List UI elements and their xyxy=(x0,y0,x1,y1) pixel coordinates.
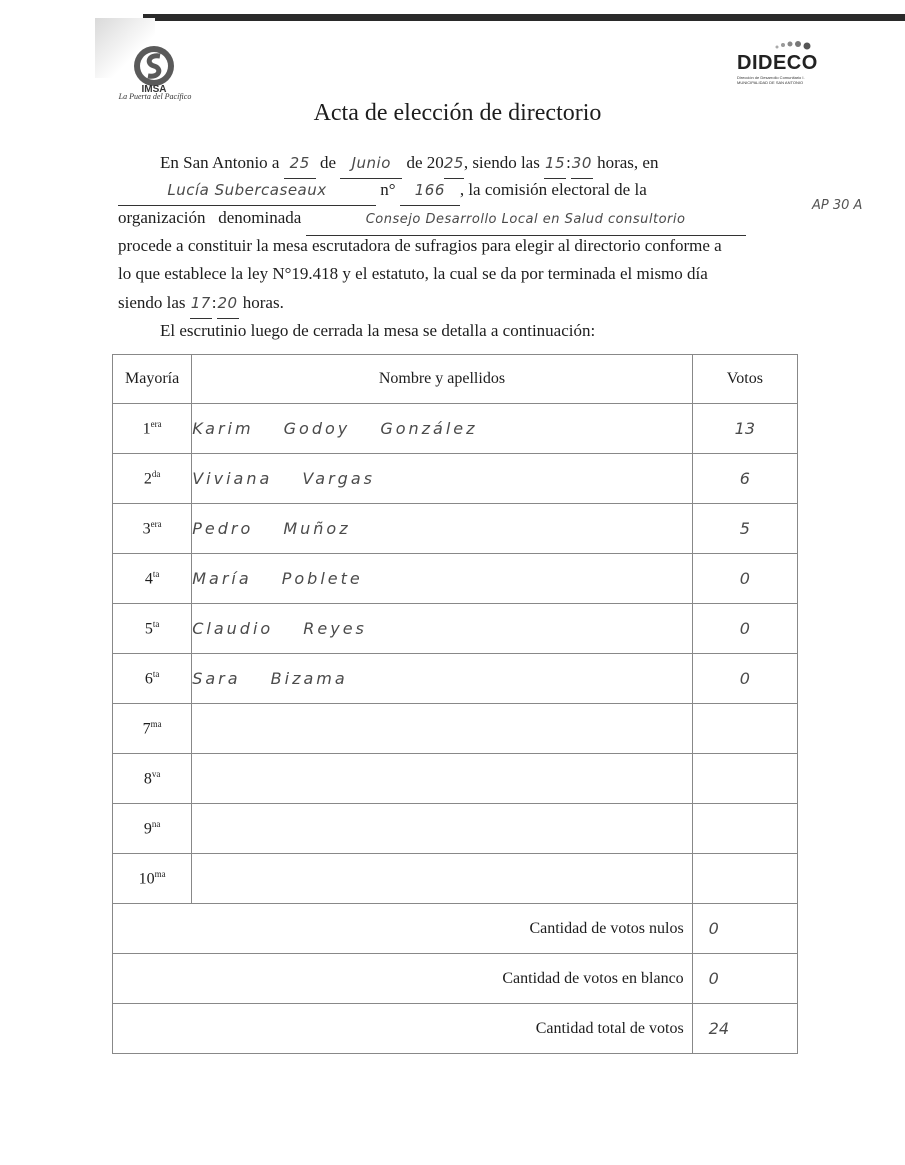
text-fragment: organización denominada xyxy=(118,208,302,227)
rank-cell: $8^{va}$ xyxy=(113,754,192,804)
imsa-logo-text: IMSA xyxy=(141,84,167,94)
organization-name-field: Consejo Desarrollo Local en Salud consultorio xyxy=(306,205,746,236)
candidate-name-cell: Sara Bizama xyxy=(192,654,692,704)
text-fragment: horas, en xyxy=(597,153,659,172)
table-header-row xyxy=(113,355,798,404)
total-votes-row xyxy=(113,1004,798,1054)
candidate-name-cell: Claudio Reyes xyxy=(192,604,692,654)
start-minute-field: 30 xyxy=(571,148,593,179)
table-row xyxy=(113,704,798,754)
votes-cell: 13 xyxy=(692,404,797,454)
blank-votes-row xyxy=(113,954,798,1004)
votes-cell xyxy=(692,854,797,904)
null-votes-label: Cantidad de votos nulos xyxy=(113,904,693,954)
text-fragment: de xyxy=(319,153,337,172)
votes-cell: 0 xyxy=(692,604,797,654)
month-field: Junio xyxy=(340,148,402,179)
blank-votes-value: 0 xyxy=(692,954,797,1004)
candidate-name-cell xyxy=(192,754,692,804)
year-field: 25 xyxy=(444,148,464,179)
text-fragment: , siendo las xyxy=(463,153,540,172)
total-votes-label: Cantidad total de votos xyxy=(113,1004,693,1054)
rank-cell: $9^{na}$ xyxy=(113,804,192,854)
paragraph-line-2 xyxy=(118,175,647,206)
header-rank: Mayoría xyxy=(113,355,192,404)
votes-cell: 0 xyxy=(692,554,797,604)
handwritten-margin-note: AP 30 A xyxy=(812,198,863,213)
table-row xyxy=(113,754,798,804)
street-field: Lucía Subercaseaux xyxy=(118,175,376,206)
candidate-name-cell: Viviana Vargas xyxy=(192,454,692,504)
paragraph-line-4: procede a constituir la mesa escrutadora de sufragios para elegir al directorio conforme a xyxy=(118,236,722,255)
blank-votes-label: Cantidad de votos en blanco xyxy=(113,954,693,1004)
document-title: Acta de elección de directorio xyxy=(313,100,602,126)
imsa-seal-icon xyxy=(112,42,196,94)
table-row xyxy=(113,804,798,854)
table-row xyxy=(113,554,798,604)
rank-cell: $2^{da}$ xyxy=(113,454,192,504)
votes-table xyxy=(112,354,798,1054)
rank-cell: $3^{era}$ xyxy=(113,504,192,554)
street-number-field: 166 xyxy=(400,175,460,206)
candidate-name-cell: Pedro Muñoz xyxy=(192,504,692,554)
rank-cell: $1^{era}$ xyxy=(113,404,192,454)
candidate-name-cell xyxy=(192,804,692,854)
paragraph-line-5: lo que establece la ley N°19.418 y el estatuto, la cual se da por terminada el mismo día xyxy=(118,264,708,283)
candidate-name-cell: Karim Godoy González xyxy=(192,404,692,454)
day-field: 25 xyxy=(284,148,316,179)
table-row xyxy=(113,604,798,654)
total-votes-value: 24 xyxy=(692,1004,797,1054)
text-fragment: de 20 xyxy=(406,153,444,172)
null-votes-row xyxy=(113,904,798,954)
candidate-name-cell: María Poblete xyxy=(192,554,692,604)
votes-cell xyxy=(692,804,797,854)
candidate-name-cell xyxy=(192,854,692,904)
end-minute-field: 20 xyxy=(217,288,239,319)
end-hour-field: 17 xyxy=(190,288,212,319)
null-votes-value: 0 xyxy=(692,904,797,954)
rank-cell: $6^{ta}$ xyxy=(113,654,192,704)
table-row xyxy=(113,854,798,904)
table-row xyxy=(113,404,798,454)
text-fragment: , la comisión electoral de la xyxy=(459,180,647,199)
candidate-name-cell xyxy=(192,704,692,754)
dideco-logo-subtitle: Dirección de Desarrollo Comunitario I. MUNICIPALIDAD DE SAN ANTONIO xyxy=(737,75,805,85)
text-fragment: siendo las xyxy=(118,293,186,312)
text-fragment: horas. xyxy=(242,293,284,312)
header-name: Nombre y apellidos xyxy=(192,355,692,404)
paragraph-line-6: siendo las 17:20 horas. xyxy=(118,288,284,319)
table-row xyxy=(113,504,798,554)
votes-cell: 6 xyxy=(692,454,797,504)
table-row xyxy=(113,454,798,504)
rank-cell: $5^{ta}$ xyxy=(113,604,192,654)
start-hour-field: 15 xyxy=(544,148,566,179)
text-fragment: n° xyxy=(380,180,396,199)
paragraph-line-7: El escrutinio luego de cerrada la mesa se detalla a continuación: xyxy=(160,321,596,340)
table-row xyxy=(113,654,798,704)
paragraph-line-1: En San Antonio a 25 de Junio de 2025, siendo las 15:30 horas, en xyxy=(160,148,658,179)
dideco-logo xyxy=(735,38,825,98)
votes-cell: 0 xyxy=(692,654,797,704)
rank-cell: $4^{ta}$ xyxy=(113,554,192,604)
dideco-logo-text: DIDECO xyxy=(737,52,818,74)
scan-top-edge xyxy=(143,14,905,21)
votes-cell xyxy=(692,704,797,754)
rank-cell: $10^{ma}$ xyxy=(113,854,192,904)
votes-cell xyxy=(692,754,797,804)
header-votes: Votos xyxy=(692,355,797,404)
imsa-logo-tagline: La Puerta del Pacífico xyxy=(118,92,192,101)
text-fragment: En San Antonio a xyxy=(160,153,280,172)
rank-cell: $7^{ma}$ xyxy=(113,704,192,754)
votes-cell: 5 xyxy=(692,504,797,554)
